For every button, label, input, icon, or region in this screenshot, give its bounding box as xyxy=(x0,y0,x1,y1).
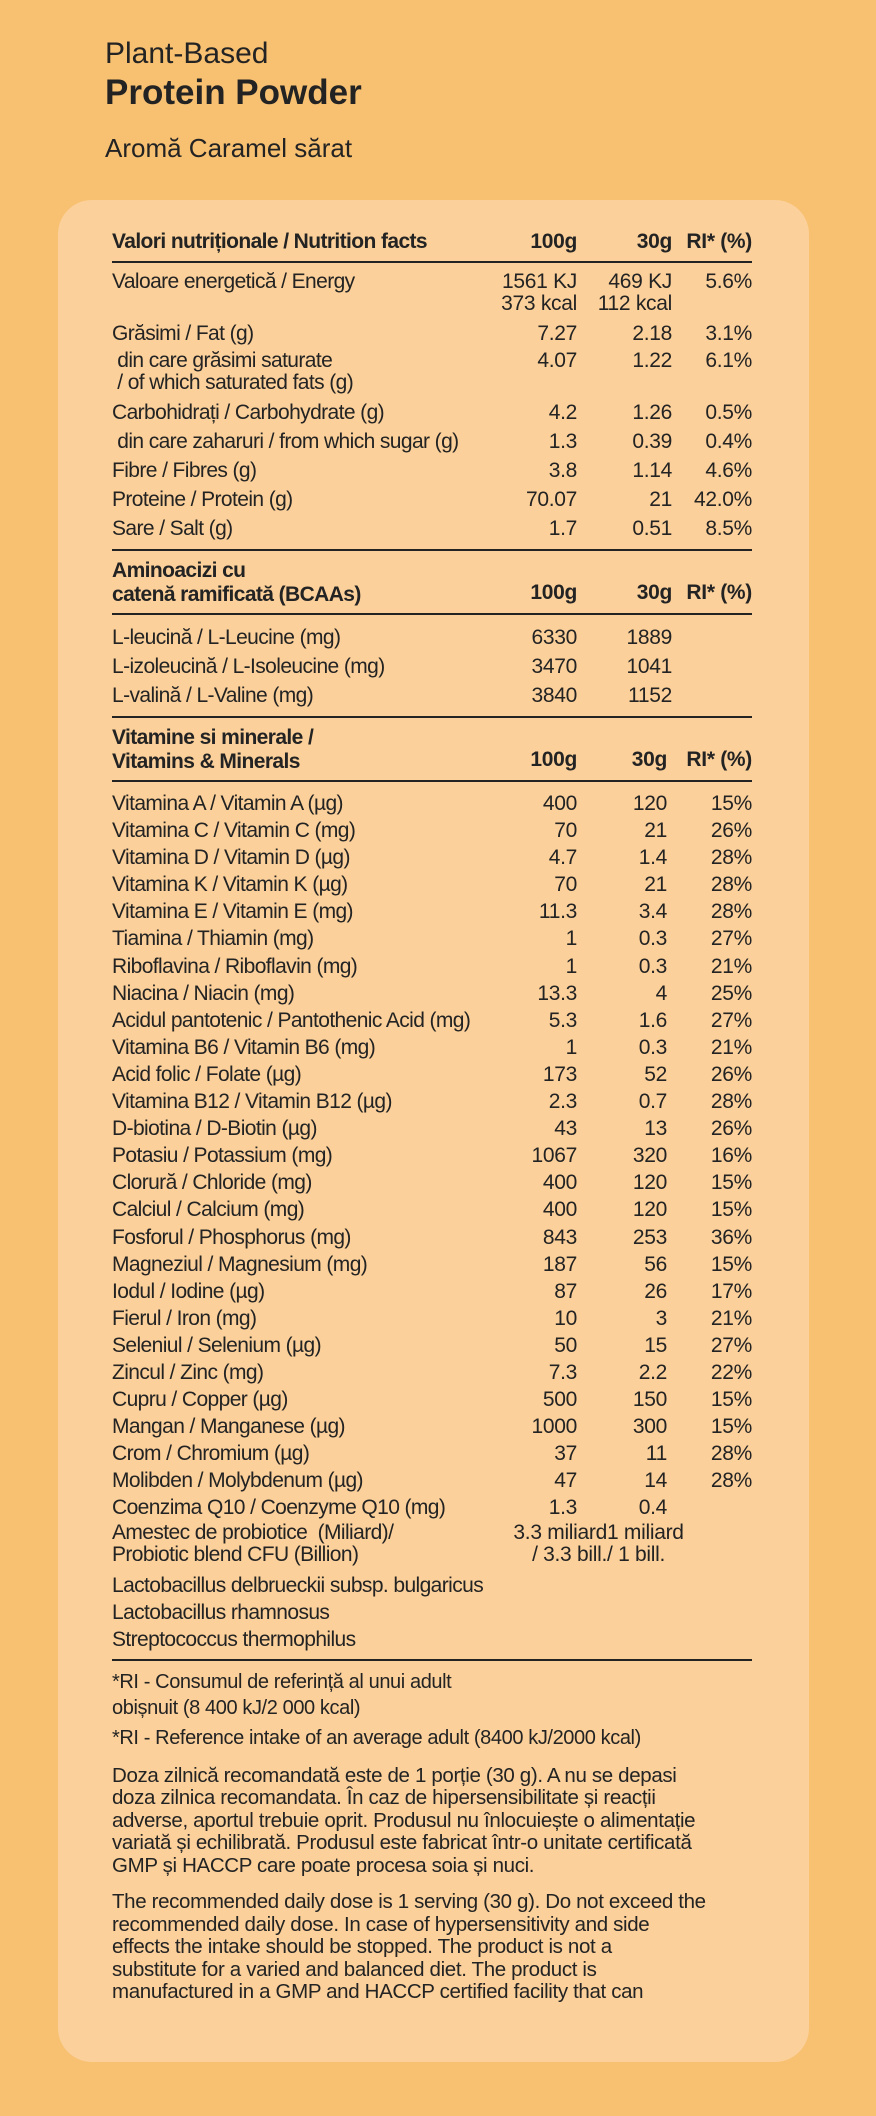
value-100g: 173 xyxy=(542,1062,577,1086)
vitamins-header-row xyxy=(112,726,752,774)
value-100g: 70 xyxy=(554,819,577,843)
table-row xyxy=(112,1224,752,1251)
value-30g: 1.22 xyxy=(632,349,672,372)
col-100g: 100g xyxy=(530,230,577,253)
value-100g: 1 xyxy=(565,927,577,951)
value-100g: 187 xyxy=(542,1252,577,1276)
value-30g: 253 xyxy=(632,1225,667,1249)
row-label: D-biotina / D-Biotin (µg) xyxy=(112,1117,317,1141)
value-30g: 26 xyxy=(644,1279,667,1303)
row-label: Seleniul / Selenium (µg) xyxy=(112,1333,321,1357)
value-ri: 36% xyxy=(710,1225,752,1249)
row-label: Mangan / Manganese (µg) xyxy=(112,1415,345,1439)
bcaa-header-row xyxy=(112,559,752,607)
value-ri: 15% xyxy=(710,1252,752,1276)
value-100g: 11.3 xyxy=(538,900,577,924)
value-30g: 120 xyxy=(632,1198,667,1222)
row-label: L-leucină / L-Leucine (mg) xyxy=(112,626,341,649)
row-label: Vitamina C / Vitamin C (mg) xyxy=(112,819,356,843)
nutrition-table xyxy=(112,220,752,2004)
bcaa-header-label: Aminoacizi cu catenă ramificată (BCAAs) xyxy=(112,559,361,606)
row-label: Grăsimi / Fat (g) xyxy=(112,322,254,345)
value-ri: 15% xyxy=(710,1171,752,1195)
table-row xyxy=(112,350,752,394)
table-row xyxy=(112,980,752,1007)
value-30g: 14 xyxy=(644,1469,667,1493)
row-label: Riboflavina / Riboflavin (mg) xyxy=(112,954,358,978)
value-100g: 400 xyxy=(542,1171,577,1195)
row-label: Sare / Salt (g) xyxy=(112,517,233,540)
value-100g: 1000 xyxy=(531,1415,577,1439)
nutrition-rows xyxy=(112,271,752,543)
value-100g: 1067 xyxy=(531,1144,577,1168)
dosage-text-en: The recommended daily dose is 1 serving (30 g). Do not exceed the recommended daily dose. In case of hypersensitivity and side effects the intake should be stopped. The product is not a substitute for a varied and balanced diet. The product is manufactured in a GMP and HACCP certified facility that can xyxy=(112,1890,706,2004)
table-row xyxy=(112,398,752,427)
value-ri: 3.1% xyxy=(705,322,752,345)
col-100g: 100g xyxy=(530,748,577,771)
row-label: Magneziul / Magnesium (mg) xyxy=(112,1252,368,1276)
table-row xyxy=(112,271,752,315)
probiotic-label: Amestec de probiotice (Miliard)/ Probiotic blend CFU (Billion) xyxy=(112,1520,394,1566)
value-100g: 50 xyxy=(554,1333,577,1357)
value-100g: 10 xyxy=(554,1306,577,1330)
value-ri: 28% xyxy=(710,846,752,870)
col-100g: 100g xyxy=(530,581,577,604)
table-row xyxy=(112,1332,752,1359)
row-label: L-izoleucină / L-Isoleucine (mg) xyxy=(112,655,385,678)
value-100g: 3470 xyxy=(531,655,577,678)
value-30g: 120 xyxy=(632,792,667,815)
table-row xyxy=(112,1305,752,1332)
divider xyxy=(112,780,752,782)
table-row xyxy=(112,319,752,348)
table-row xyxy=(112,427,752,456)
ri-note-en: *RI - Reference intake of an average adult (8400 kJ/2000 kcal) xyxy=(112,1726,641,1749)
value-ri: 28% xyxy=(710,1469,752,1493)
value-30g: 2.2 xyxy=(638,1360,667,1384)
probiotic-30g: 1 miliard / 1 bill. xyxy=(607,1520,684,1566)
value-30g: 3 xyxy=(655,1306,667,1330)
value-100g: 4.07 xyxy=(537,349,577,372)
row-label: Vitamina K / Vitamin K (µg) xyxy=(112,873,348,897)
value-100g: 4.2 xyxy=(548,401,577,424)
row-label: Fosforul / Phosphorus (mg) xyxy=(112,1225,351,1249)
value-100g: 1 xyxy=(565,1035,577,1059)
row-label: Clorură / Chloride (mg) xyxy=(112,1171,312,1195)
value-100g: 43 xyxy=(554,1117,577,1141)
value-ri: 26% xyxy=(710,1117,752,1141)
table-row xyxy=(112,898,752,925)
value-30g: 21 xyxy=(644,819,667,843)
value-30g: 56 xyxy=(644,1252,667,1276)
value-100g: 70 xyxy=(554,873,577,897)
value-ri: 28% xyxy=(710,1090,752,1114)
table-row xyxy=(112,1142,752,1169)
nutrition-header-label: Valori nutriționale / Nutrition facts xyxy=(112,230,428,253)
value-ri: 15% xyxy=(710,792,752,815)
value-100g: 843 xyxy=(542,1225,577,1249)
col-30g: 30g xyxy=(631,748,667,771)
row-label: din care grăsimi saturate / of which saturated fats (g) xyxy=(117,349,354,394)
value-30g: 1.26 xyxy=(632,401,672,424)
value-ri: 17% xyxy=(710,1279,752,1303)
table-row xyxy=(112,1034,752,1061)
value-100g: 3840 xyxy=(531,684,577,707)
row-label: Zincul / Zinc (mg) xyxy=(112,1360,264,1384)
value-ri: 26% xyxy=(710,1062,752,1086)
table-row xyxy=(112,1440,752,1467)
row-label: Coenzima Q10 / Coenzyme Q10 (mg) xyxy=(112,1496,446,1520)
row-label: Iodul / Iodine (µg) xyxy=(112,1279,265,1303)
col-ri: RI* (%) xyxy=(686,748,752,771)
table-row xyxy=(112,817,752,844)
row-label: Vitamina B12 / Vitamin B12 (µg) xyxy=(112,1090,392,1114)
value-ri: 27% xyxy=(710,1333,752,1357)
strain-label: Streptococcus thermophilus xyxy=(112,1627,356,1651)
value-ri: 15% xyxy=(710,1415,752,1439)
value-ri: 21% xyxy=(710,954,752,978)
table-row xyxy=(112,1494,752,1521)
value-ri: 26% xyxy=(710,819,752,843)
strain-label: Lactobacillus rhamnosus xyxy=(112,1600,330,1624)
row-label: Cupru / Copper (µg) xyxy=(112,1388,288,1412)
value-30g: 300 xyxy=(632,1415,667,1439)
row-label: Vitamina A / Vitamin A (µg) xyxy=(112,792,343,815)
value-30g: 469 KJ 112 kcal xyxy=(597,270,672,315)
value-ri: 21% xyxy=(710,1035,752,1059)
row-label: Vitamina E / Vitamin E (mg) xyxy=(112,900,353,924)
value-30g: 0.7 xyxy=(638,1090,667,1114)
value-100g: 47 xyxy=(554,1469,577,1493)
probiotic-row xyxy=(112,1522,752,1566)
table-row xyxy=(112,1007,752,1034)
probiotic-100g: 3.3 miliard / 3.3 bill. xyxy=(513,1520,607,1566)
value-100g: 1 xyxy=(565,954,577,978)
row-label: Potasiu / Potassium (mg) xyxy=(112,1144,333,1168)
value-ri: 42.0% xyxy=(693,488,752,511)
table-row xyxy=(112,1278,752,1305)
value-ri: 22% xyxy=(710,1360,752,1384)
value-ri: 27% xyxy=(710,1008,752,1032)
table-row xyxy=(112,1061,752,1088)
row-label: Molibden / Molybdenum (µg) xyxy=(112,1469,363,1493)
value-ri: 28% xyxy=(710,900,752,924)
table-row xyxy=(112,485,752,514)
value-100g: 87 xyxy=(554,1279,577,1303)
value-30g: 1.6 xyxy=(638,1008,667,1032)
value-30g: 1041 xyxy=(626,655,672,678)
value-30g: 0.39 xyxy=(632,430,672,453)
col-ri: RI* (%) xyxy=(686,230,752,253)
strain-label: Lactobacillus delbrueckii subsp. bulgaricus xyxy=(112,1573,484,1597)
table-row xyxy=(112,1386,752,1413)
value-100g: 1.3 xyxy=(548,1496,577,1520)
value-ri: 4.6% xyxy=(705,459,752,482)
table-row xyxy=(112,871,752,898)
value-100g: 5.3 xyxy=(548,1008,577,1032)
row-label: Tiamina / Thiamin (mg) xyxy=(112,927,314,951)
value-ri: 0.4% xyxy=(705,430,752,453)
table-row xyxy=(112,953,752,980)
value-30g: 120 xyxy=(632,1171,667,1195)
row-label: Vitamina D / Vitamin D (µg) xyxy=(112,846,350,870)
col-ri: RI* (%) xyxy=(686,581,752,604)
value-100g: 1.3 xyxy=(548,430,577,453)
table-row xyxy=(112,623,752,652)
value-100g: 70.07 xyxy=(525,488,577,511)
row-label: Fierul / Iron (mg) xyxy=(112,1306,257,1330)
value-100g: 2.3 xyxy=(548,1090,577,1114)
product-type: Plant-Based xyxy=(105,37,269,70)
table-row xyxy=(112,514,752,543)
value-30g: 11 xyxy=(645,1442,667,1466)
strain-row xyxy=(112,1599,752,1626)
value-30g: 3.4 xyxy=(638,900,667,924)
nutrition-header-row xyxy=(112,228,752,255)
value-30g: 0.3 xyxy=(638,954,667,978)
value-100g: 1561 KJ 373 kcal xyxy=(501,270,577,315)
table-row xyxy=(112,681,752,710)
value-100g: 400 xyxy=(542,792,577,815)
value-30g: 4 xyxy=(655,981,667,1005)
row-label: L-valină / L-Valine (mg) xyxy=(112,684,314,707)
value-100g: 400 xyxy=(542,1198,577,1222)
table-row xyxy=(112,1115,752,1142)
table-row xyxy=(112,1251,752,1278)
value-30g: 2.18 xyxy=(632,322,672,345)
value-100g: 500 xyxy=(542,1388,577,1412)
row-label: din care zaharuri / from which sugar (g) xyxy=(112,430,459,453)
table-row xyxy=(112,456,752,485)
row-label: Carbohidrați / Carbohydrate (g) xyxy=(112,401,385,424)
divider xyxy=(112,1659,752,1661)
vitamin-rows xyxy=(112,790,752,1522)
value-ri: 25% xyxy=(710,981,752,1005)
value-ri: 5.6% xyxy=(705,270,752,293)
value-ri: 15% xyxy=(710,1388,752,1412)
table-row xyxy=(112,925,752,952)
value-ri: 28% xyxy=(710,873,752,897)
value-100g: 7.3 xyxy=(548,1360,577,1384)
value-100g: 4.7 xyxy=(548,846,577,870)
row-label: Crom / Chromium (µg) xyxy=(112,1442,310,1466)
row-label: Proteine / Protein (g) xyxy=(112,488,293,511)
value-30g: 1.14 xyxy=(632,459,672,482)
value-30g: 15 xyxy=(644,1333,667,1357)
table-row xyxy=(112,1359,752,1386)
value-ri: 16% xyxy=(710,1144,752,1168)
value-30g: 0.51 xyxy=(632,517,672,540)
col-30g: 30g xyxy=(636,581,672,604)
value-100g: 13.3 xyxy=(537,981,577,1005)
ri-note-ro: *RI - Consumul de referință al unui adult obișnuit (8 400 kJ/2 000 kcal) xyxy=(112,1670,452,1719)
value-30g: 0.3 xyxy=(638,927,667,951)
value-ri: 6.1% xyxy=(705,349,752,372)
value-100g: 3.8 xyxy=(548,459,577,482)
divider xyxy=(112,261,752,263)
table-row xyxy=(112,652,752,681)
col-30g: 30g xyxy=(636,230,672,253)
value-ri: 15% xyxy=(710,1198,752,1222)
row-label: Valoare energetică / Energy xyxy=(112,270,355,293)
value-ri: 0.5% xyxy=(705,401,752,424)
dosage-text-ro: Doza zilnică recomandată este de 1 porție (30 g). A nu se depasi doza zilnica recomandata. În caz de hipersensibilitate și reacții adverse, aportul trebuie oprit. Produsul nu înlocuiește o alimentație variată și echilibrată. Produsul este fabricat într-o unitate certificată GMP și HACCP care poate procesa soia și nuci. xyxy=(112,1763,696,1877)
value-100g: 7.27 xyxy=(537,322,577,345)
table-row xyxy=(112,790,752,817)
value-30g: 52 xyxy=(644,1062,667,1086)
value-ri: 28% xyxy=(710,1442,752,1466)
row-label: Vitamina B6 / Vitamin B6 (mg) xyxy=(112,1035,376,1059)
table-row xyxy=(112,1413,752,1440)
value-ri: 27% xyxy=(710,927,752,951)
product-flavor: Aromă Caramel sărat xyxy=(105,133,353,163)
value-30g: 21 xyxy=(644,873,667,897)
value-100g: 6330 xyxy=(531,626,577,649)
divider xyxy=(112,716,752,718)
strain-row xyxy=(112,1572,752,1599)
strain-row xyxy=(112,1626,752,1653)
divider xyxy=(112,549,752,551)
row-label: Acidul pantotenic / Pantothenic Acid (mg) xyxy=(112,1008,471,1032)
value-ri: 8.5% xyxy=(705,517,752,540)
value-30g: 21 xyxy=(649,488,672,511)
value-100g: 37 xyxy=(554,1442,577,1466)
value-30g: 0.3 xyxy=(638,1035,667,1059)
value-30g: 1152 xyxy=(628,684,672,707)
table-row xyxy=(112,844,752,871)
value-30g: 320 xyxy=(632,1144,667,1168)
row-label: Niacina / Niacin (mg) xyxy=(112,981,295,1005)
row-label: Acid folic / Folate (µg) xyxy=(112,1062,302,1086)
product-header xyxy=(105,36,362,164)
value-30g: 13 xyxy=(644,1117,667,1141)
table-row xyxy=(112,1467,752,1494)
row-label: Fibre / Fibres (g) xyxy=(112,459,257,482)
value-30g: 1.4 xyxy=(638,846,667,870)
value-30g: 150 xyxy=(632,1388,667,1412)
table-row xyxy=(112,1088,752,1115)
table-row xyxy=(112,1169,752,1196)
value-ri: 21% xyxy=(710,1306,752,1330)
row-label: Calciul / Calcium (mg) xyxy=(112,1198,305,1222)
value-100g: 1.7 xyxy=(548,517,577,540)
product-name: Protein Powder xyxy=(105,73,362,112)
table-row xyxy=(112,1196,752,1223)
divider xyxy=(112,613,752,615)
value-30g: 0.4 xyxy=(638,1496,667,1520)
bcaa-rows xyxy=(112,623,752,710)
vitamins-header-label: Vitamine si minerale / Vitamins & Minerals xyxy=(112,726,314,773)
value-30g: 1889 xyxy=(626,626,672,649)
